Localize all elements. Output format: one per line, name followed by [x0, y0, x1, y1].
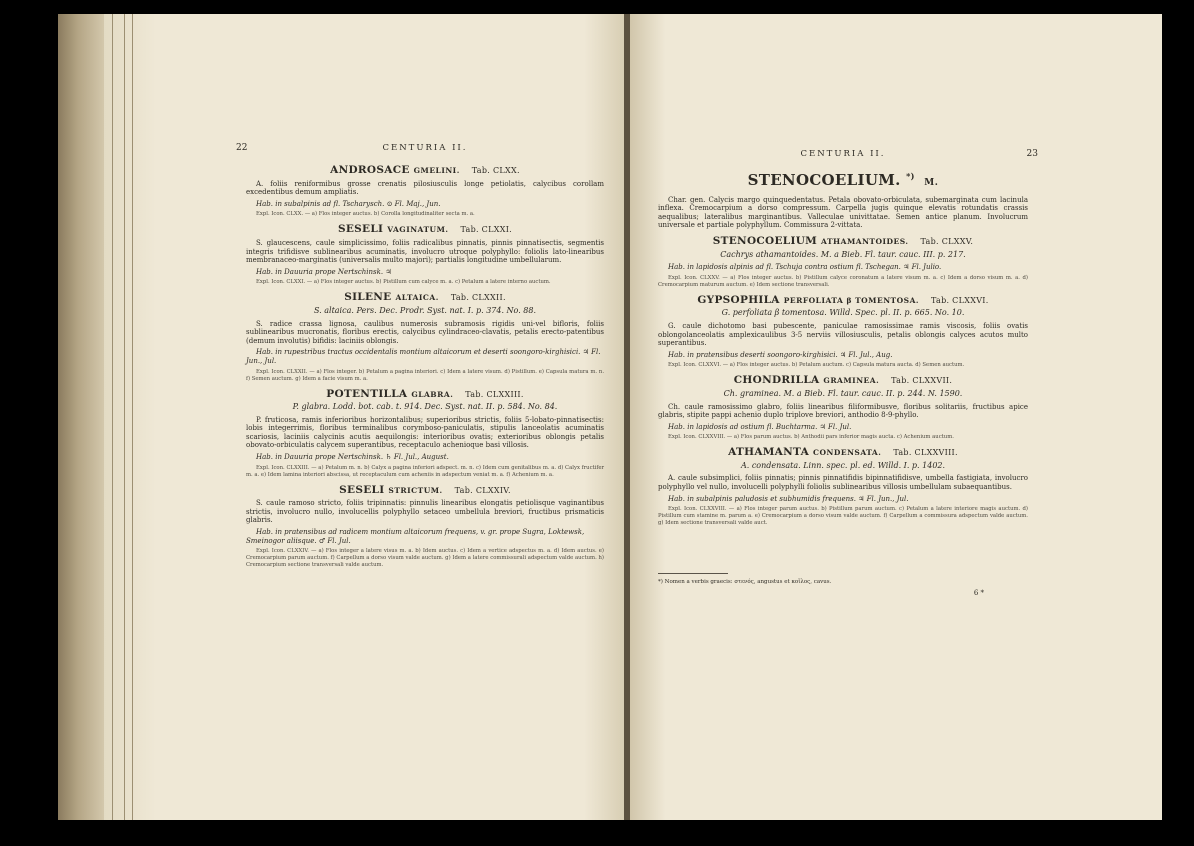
genus-heading: STENOCOELIUM. *) M. [747, 171, 939, 189]
species-habitat: Hab. in rupestribus tractus occidentalis montium altaicorum et deserti soongoro-kirghisici. ♃ Fl. Jun., Jul. [246, 348, 601, 365]
species-synonym: Cachrys athamantoides. M. a Bieb. Fl. taur. cauc. III. p. 217. [720, 249, 966, 259]
species-heading: CHONDRILLA GRAMINEA. Tab. CLXXVII. [733, 374, 953, 387]
species-entry [658, 234, 1028, 289]
page-stack-line [112, 14, 113, 820]
species-heading: STENOCOELIUM ATHAMANTOIDES. Tab. CLXXV. [712, 234, 974, 247]
species-entry [246, 483, 604, 570]
plate-explanation: Expl. Icon. CLXXV. — a) Flos integer auctus. b) Pistillum calyce coronatum a latere visum m. a. c) Idem a dorso visum m. a. d) Cremocarpium maturum auctum. e) Idem sectione transversali. [658, 274, 1028, 288]
species-heading: SILENE ALTAICA. Tab. CLXXII. [344, 291, 506, 304]
left-page-content [236, 143, 604, 571]
species-entry [658, 293, 1028, 370]
species-description: A. foliis reniformibus grosse crenatis pilosiusculis longe petiolatis, calycibus corollam excedentibus demum ampliatis. [246, 179, 604, 197]
species-entry [246, 387, 604, 479]
genus-description: Char. gen. Calycis margo quinquedentatus. Petala obovato-orbiculata, subemarginata cum lacinula inflexa. Cremocarpium a dorso compressum. Carpella jugis quinque elevatis rotundatis crassis aequalibus; lateralibus marginantibus. Valleculae univittatae. Semen antice planum. Involucrum universale et partiale polyphyllum. Commissura 2-vittata. [658, 195, 1028, 230]
footnote-marker: *) [906, 171, 915, 181]
book-gutter [624, 14, 630, 820]
signature-mark: 6 * [973, 588, 984, 597]
species-entry [658, 376, 1028, 441]
species-habitat: Hab. in Dauuria prope Nertschinsk. ♄ Fl. Jul., August. [256, 453, 449, 462]
plate-explanation: Expl. Icon. CLXX. — a) Flos integer auctus. b) Corolla longitudinaliter secta m. a. [256, 211, 475, 218]
species-description: A. caule subsimplici, foliis pinnatis; pinnis pinnatifidis bipinnatifidisve, umbella fastigiata, involucro polyphyllo vel nullo, involucelli polyphylli foliolis sublinearibus villosis umbellulam subaequantibus. [658, 474, 1028, 492]
running-title: CENTURIA II. [382, 143, 468, 153]
species-synonym: G. perfoliata β tomentosa. Willd. Spec. pl. II. p. 665. No. 10. [721, 308, 965, 318]
footnote-rule [658, 573, 728, 574]
species-heading: POTENTILLA GLABRA. Tab. CLXXIII. [326, 387, 524, 400]
species-description: S. glaucescens, caule simplicissimo, foliis radicalibus pinnatis, pinnis pinnatisectis, segmentis integris trifidisve sublinearibus acuminatis, involucro utroque polyphyllo: foliolis lato-linearibus membranaceo-marginatis (universalis multo majori); partialis longitudine umbellularum. [246, 238, 604, 265]
species-habitat: Hab. in subalpinis ad fl. Tscharysch. ⊙ Fl. Maj., Jun. [256, 199, 441, 208]
running-header [658, 149, 1038, 164]
page-stack-line [124, 14, 125, 820]
plate-explanation: Expl. Icon. CLXXI. — a) Flos integer auctus. b) Pistillum cum calyce m. a. c) Petalum a latere interno auctum. [256, 279, 551, 286]
species-habitat: Hab. in lapidosis ad ostium fl. Buchtarma. ♃ Fl. Jul. [668, 422, 852, 431]
species-synonym: A. condensata. Linn. spec. pl. ed. Willd. I. p. 1402. [740, 460, 946, 470]
page-number: 23 [1026, 149, 1038, 159]
species-heading: SESELI VAGINATUM. Tab. CLXXI. [337, 223, 513, 236]
footnote: *) Nomen a verbis graecis: στενός, angustus et κοῖλος, cavus. [658, 579, 832, 586]
species-synonym: P. glabra. Lodd. bot. cab. t. 914. Dec. Syst. nat. II. p. 584. No. 84. [292, 402, 558, 412]
plate-explanation: Expl. Icon. CLXXVI. — a) Flos integer auctus. b) Petalum auctum. c) Capsula matura aucta. d) Semen auctum. [668, 362, 965, 369]
plate-explanation: Expl. Icon. CLXXIII. — a) Petalum m. n. b) Calyx a pagina inferiori adspect. m. n. c) Idem cum genitalibus m. a. d) Calyx fructifer m. a. e) Idem lamina interiori abscissa, ut receptaculum cum acheniis in adspectum veniat m. a. f) Achenium m. a. [246, 464, 604, 478]
species-heading: ANDROSACE GMELINI. Tab. CLXX. [330, 164, 520, 176]
plate-explanation: Expl. Icon. CLXXII. — a) Flos integer. b) Petalum a pagina interiori. c) Idem a latere visum. d) Pistillum. e) Capsula matura m. n. f) Semen auctum. g) Idem a facie visum m. a. [246, 368, 604, 382]
running-header [236, 143, 604, 158]
species-synonym: Ch. graminea. M. a Bieb. Fl. taur. cauc. II. p. 244. N. 1590. [723, 388, 963, 398]
species-heading: GYPSOPHILA PERFOLIATA β TOMENTOSA. Tab. CLXXVI. [697, 293, 989, 306]
species-habitat: Hab. in Dauuria prope Nertschinsk. ♃ [256, 267, 392, 276]
book-edge-left [58, 14, 108, 820]
species-description: Ch. caule ramosissimo glabro, foliis linearibus filiformibusve, floribus solitariis, fructibus apice glabris, stipite pappi achenio duplo triplove breviori, anthodio 8-9-phyllo. [658, 402, 1028, 420]
species-description: S. radice crassa lignosa, caulibus numerosis subramosis rigidis uni-vel bifloris, foliis sublinearibus mucronatis, floribus erectis, calycibus cylindraceo-clavatis, petalis erecto-patentibus (demum involutis) bifidis: laciniis oblongis. [246, 319, 604, 345]
species-entry [246, 166, 604, 218]
plate-explanation: Expl. Icon. CLXXIV. — a) Flos integer a latere visus m. a. b) Idem auctus. c) Idem a vertice adspectus m. a. d) Idem auctus. e) Cremocarpium parum auctum. f) Carpellum a dorso visum valde auctum. g) Idem a latere commissurali adspectum valde auctum. h) Cremocarpium sectione transversali valde auctum. [246, 548, 604, 569]
species-habitat: Hab. in subalpinis paludosis et subhumidis frequens. ♃ Fl. Jun., Jul. [668, 494, 909, 503]
species-entry [246, 293, 604, 382]
species-description: G. caule dichotomo basi pubescente, paniculae ramosissimae ramis viscosis, foliis ovatis oblongolanceolatis amplexicaulibus 3-5 nerviis villosiusculis, petalis oblongis calyces acutos multo superantibus. [658, 321, 1028, 348]
right-page-content [658, 149, 1038, 597]
species-description: P. fruticosa, ramis inferioribus horizontalibus; superioribus strictis, foliis 5-lobato-pinnatisectis: lobis integerrimis, floribus terminalibus corymboso-paniculatis, stipulis lanceolatis acuminatis scariosis, laciniis calycinis acutis aequilongis: interioribus ovatis; exterioribus oblongis petalis obovato-orbiculatis calycem superantibus, receptaculo achenioque basi villosis. [246, 415, 604, 450]
species-habitat: Hab. in pratensibus deserti soongoro-kirghisici. ♃ Fl. Jul., Aug. [668, 350, 893, 359]
species-habitat: Hab. in pratensibus ad radicem montium altaicorum frequens, v. gr. prope Sugra, Loktewsk, Smeinogor aliisque. ♂ Fl. Jul. [246, 528, 585, 545]
species-heading: SESELI STRICTUM. Tab. CLXXIV. [339, 483, 511, 496]
species-synonym: S. altaica. Pers. Dec. Prodr. Syst. nat. I. p. 374. No. 88. [313, 305, 537, 315]
species-description: S. caule ramoso stricto, foliis tripinnatis: pinnulis linearibus elongatis petiolisque vaginantibus strictis, involucro nullo, involucellis polyphyllo setaceo umbellula breviori, fructibus prismaticis glabris. [246, 499, 604, 525]
species-habitat: Hab. in lapidosis alpinis ad fl. Tschuja contra ostium fl. Tschegan. ♃ Fl. Julio. [668, 263, 942, 272]
species-heading: ATHAMANTA CONDENSATA. Tab. CLXXVIII. [728, 446, 958, 459]
running-title: CENTURIA II. [800, 149, 886, 159]
plate-explanation: Expl. Icon. CLXXVIII. — a) Flos parum auctus. b) Anthodii pars inferior magis aucta. c) Achenium auctum. [668, 434, 954, 441]
page-number: 22 [236, 143, 248, 153]
species-entry [658, 448, 1028, 527]
page-stack-line [132, 14, 133, 820]
plate-explanation: Expl. Icon. CLXXVIII. — a) Flos integer parum auctus. b) Pistillum parum auctum. c) Petalum a latere interiore magis auctum. d) Pistillum cum stamine m. parum a. e) Cremocarpium a dorso visum valde auctum. f) Carpellum a commissura adspectum valde auctum. g) Idem sectione transversali valde auct. [658, 506, 1028, 527]
species-entry [246, 225, 604, 286]
